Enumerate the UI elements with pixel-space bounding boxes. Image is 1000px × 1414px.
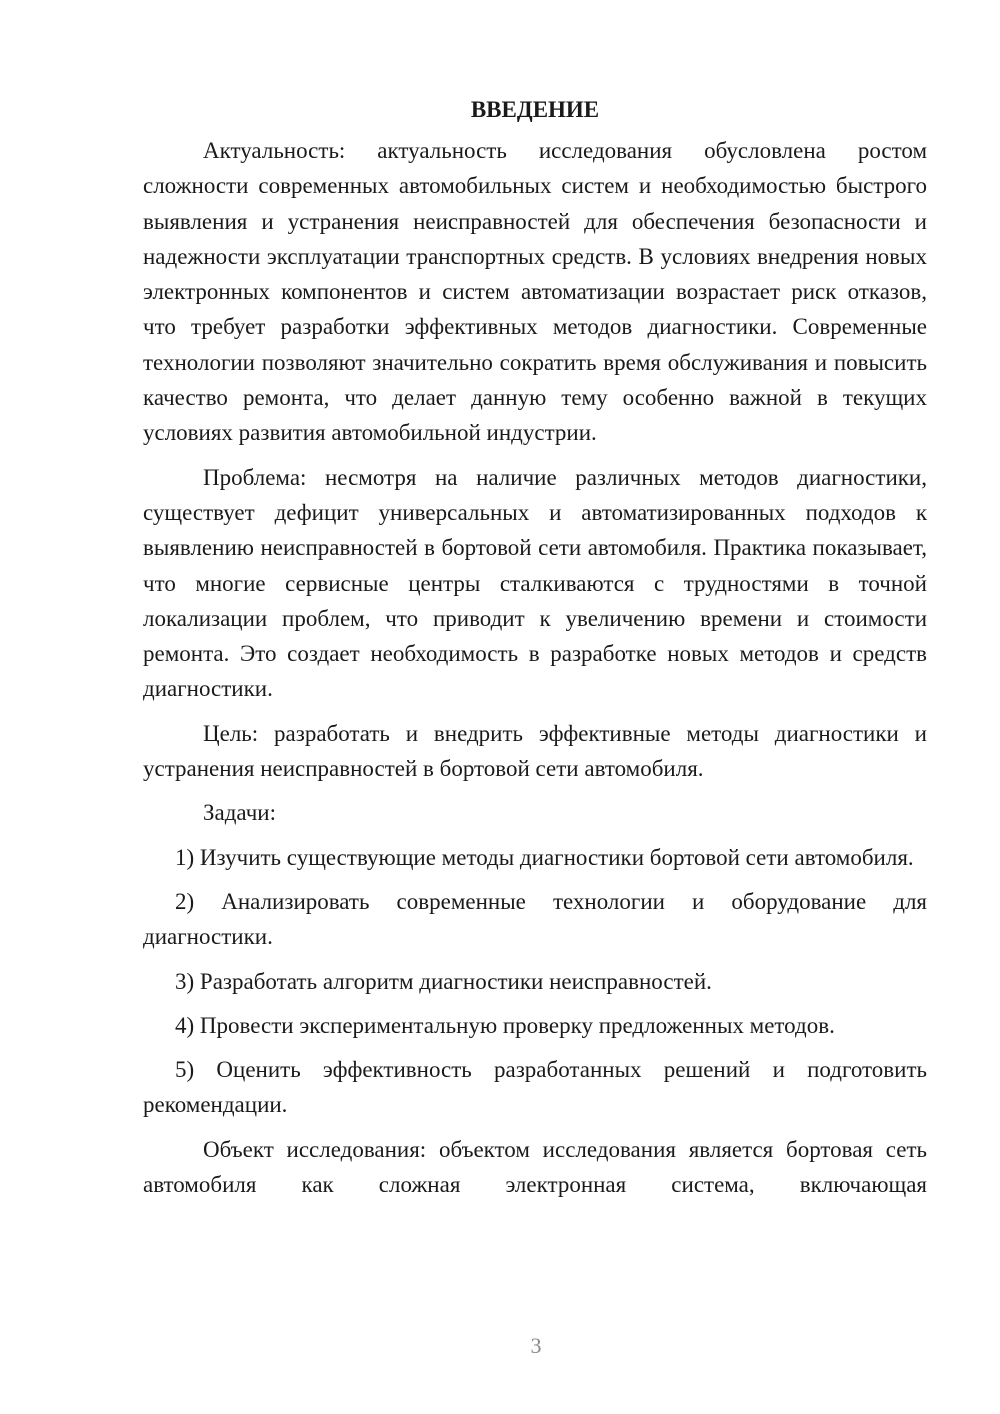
task-item-3: 3) Разработать алгоритм диагностики неисправностей. (175, 968, 712, 994)
goal-paragraph: Цель: разработать и внедрить эффективные методы диагностики и устранения неисправностей в бортовой сети автомобиля. (143, 720, 927, 782)
task-item-2: 2) Анализировать современные технологии и оборудование для диагностики. (143, 888, 927, 950)
page-number: 3 (530, 1333, 542, 1358)
object-paragraph: Объект исследования: объектом исследования является бортовая сеть автомобиля как сложная электронная система, включающая (143, 1136, 927, 1198)
task-item-1: 1) Изучить существующие методы диагностики бортовой сети автомобиля. (175, 844, 914, 870)
problem-paragraph: Проблема: несмотря на наличие различных методов диагностики, существует дефицит универсальных и автоматизированных подходов к выявлению неисправностей в бортовой сети автомобиля. Практика показывает, что многие сервисные центры сталкиваются с трудностями в точной локализации проблем, что приводит к увеличению времени и стоимости ремонта. Это создает необходимость в разработке новых методов и средств диагностики. (143, 464, 927, 702)
task-item-4: 4) Провести экспериментальную проверку предложенных методов. (175, 1012, 835, 1038)
document-page (143, 92, 927, 1211)
page-title: ВВЕДЕНИЕ (470, 97, 600, 122)
relevance-paragraph: Актуальность: актуальность исследования обусловлена ростом сложности современных автомобильных систем и необходимостью быстрого выявления и устранения неисправностей для обеспечения безопасности и надежности эксплуатации транспортных средств. В условиях внедрения новых электронных компонентов и систем автоматизации возрастает риск отказов, что требует разработки эффективных методов диагностики. Современные технологии позволяют значительно сократить время обслуживания и повысить качество ремонта, что делает данную тему особенно важной в текущих условиях развития автомобильной индустрии. (143, 138, 927, 446)
tasks-heading: Задачи: (203, 800, 276, 826)
task-item-5: 5) Оценить эффективность разработанных решений и подготовить рекомендации. (143, 1057, 927, 1118)
